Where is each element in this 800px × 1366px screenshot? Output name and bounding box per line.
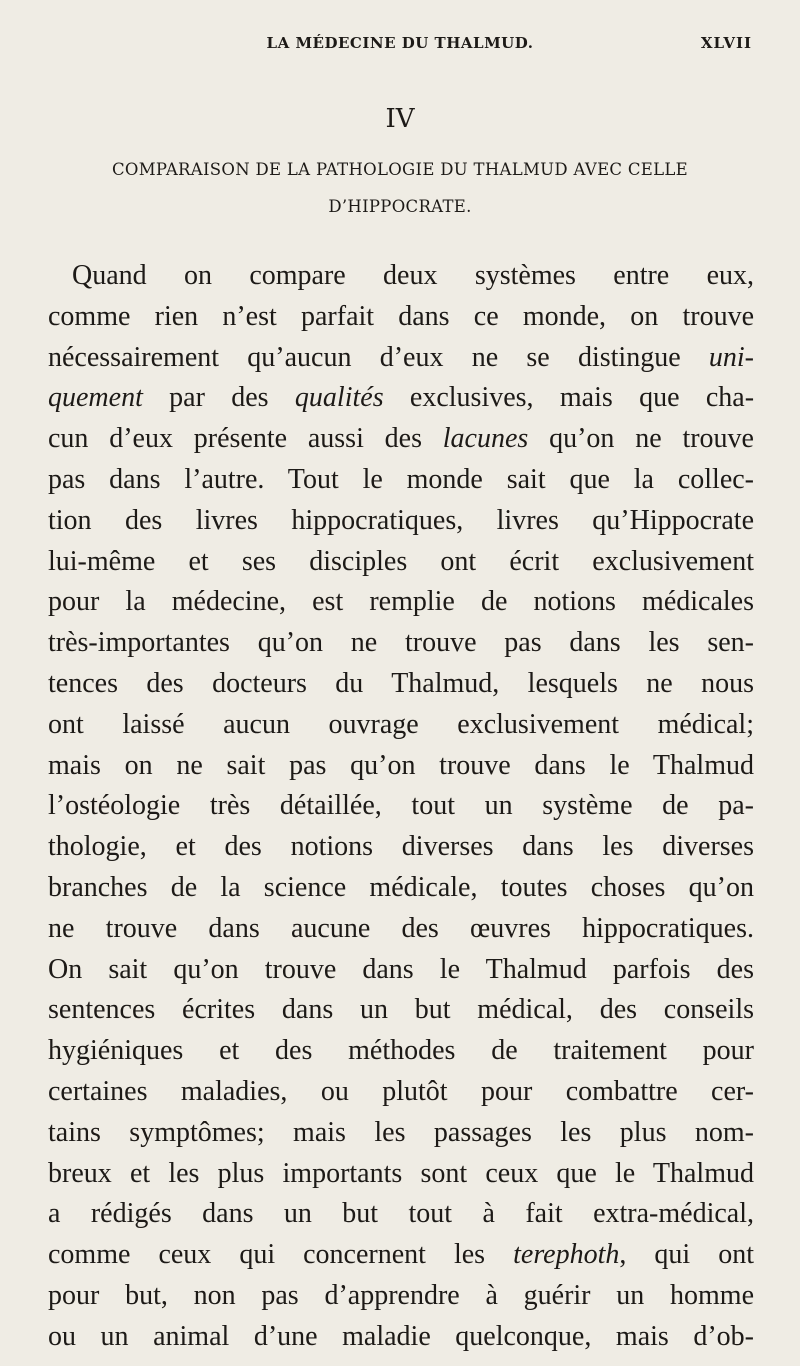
text-line: [48, 419, 754, 460]
italic-text: lacunes: [442, 423, 529, 455]
text-segment: a rédigés dans un but tout à fait extra-médical,: [48, 1198, 754, 1230]
text-segment: thologie, et des notions diverses dans les diverses: [48, 831, 754, 863]
text-line: [48, 746, 754, 787]
text-line: [48, 786, 754, 827]
text-segment: pas dans l’autre. Tout le monde sait que la collec-: [48, 463, 754, 495]
body-text: [48, 256, 754, 1358]
text-line: [48, 705, 754, 746]
text-line: [48, 664, 754, 705]
text-line: [48, 582, 754, 623]
text-line: [48, 1154, 754, 1195]
chapter-number: IV: [385, 104, 415, 134]
text-line: [48, 1235, 754, 1276]
text-segment: tains symptômes; mais les passages les plus nom-: [48, 1116, 754, 1148]
text-segment: , qui ont: [619, 1239, 755, 1271]
text-line: [48, 909, 754, 950]
italic-text: qualités: [294, 382, 384, 414]
text-line: [48, 827, 754, 868]
text-segment: On sait qu’on trouve dans le Thalmud parfois des: [48, 953, 754, 985]
text-segment: comme ceux qui concernent les: [48, 1239, 514, 1271]
text-segment: exclusives, mais que cha-: [383, 382, 755, 414]
text-segment: Quand on compare deux systèmes entre eux,: [72, 260, 754, 291]
text-segment: nécessairement qu’aucun d’eux ne se distingue: [48, 341, 709, 373]
running-title: LA MÉDECINE DU THALMUD.: [266, 34, 534, 52]
text-line: [48, 1194, 754, 1235]
text-segment: comme rien n’est parfait dans ce monde, on trouve: [48, 300, 754, 332]
text-segment: tences des docteurs du Thalmud, lesquels ne nous: [48, 667, 754, 699]
text-segment: ne trouve dans aucune des œuvres hippocratiques.: [48, 912, 754, 944]
text-segment: hygiéniques et des méthodes de traitement pour: [48, 1035, 754, 1067]
text-line: [48, 338, 754, 379]
text-segment: tion des livres hippocratiques, livres qu’Hippocrate: [48, 504, 754, 536]
text-segment: par des: [142, 382, 295, 414]
text-segment: branches de la science médicale, toutes choses qu’on: [48, 871, 754, 903]
text-line: [48, 950, 754, 991]
text-line: [48, 297, 754, 338]
text-line: [48, 542, 754, 583]
text-segment: ont laissé aucun ouvrage exclusivement médical;: [48, 708, 754, 740]
text-line: [48, 378, 754, 419]
text-segment: sentences écrites dans un but médical, des conseils: [48, 994, 754, 1026]
text-segment: certaines maladies, ou plutôt pour combattre cer-: [48, 1075, 754, 1107]
text-segment: ou un animal d’une maladie quelconque, mais d’ob-: [48, 1320, 754, 1352]
page-number: XLVII: [700, 34, 752, 52]
text-segment: breux et les plus importants sont ceux que le Thalmud: [48, 1157, 754, 1189]
chapter-title-line-2: D’HIPPOCRATE.: [328, 197, 472, 216]
text-segment: qu’on ne trouve: [528, 423, 754, 455]
italic-text: terephoth: [513, 1239, 620, 1271]
text-line: [48, 1031, 754, 1072]
text-line: [48, 623, 754, 664]
italic-text: uni-: [708, 341, 754, 373]
text-segment: mais on ne sait pas qu’on trouve dans le Thalmud: [48, 749, 754, 781]
text-line: [48, 868, 754, 909]
text-line: [48, 501, 754, 542]
text-line: [48, 256, 754, 297]
chapter-title-line-1: COMPARAISON DE LA PATHOLOGIE DU THALMUD AVEC CELLE: [111, 160, 689, 179]
text-segment: cun d’eux présente aussi des: [48, 423, 443, 455]
running-header: [0, 34, 800, 56]
text-line: [48, 1072, 754, 1113]
text-segment: pour but, non pas d’apprendre à guérir un homme: [48, 1279, 754, 1311]
text-segment: l’ostéologie très détaillée, tout un système de pa-: [48, 790, 754, 822]
text-line: [48, 1276, 754, 1317]
text-line: [48, 1113, 754, 1154]
text-line: [48, 460, 754, 501]
text-segment: pour la médecine, est remplie de notions médicales: [48, 586, 754, 618]
text-line: [48, 990, 754, 1031]
text-segment: très-importantes qu’on ne trouve pas dans les sen-: [48, 627, 754, 659]
text-segment: lui-même et ses disciples ont écrit exclusivement: [48, 545, 754, 577]
text-line: [48, 1317, 754, 1358]
italic-text: quement: [48, 382, 143, 414]
